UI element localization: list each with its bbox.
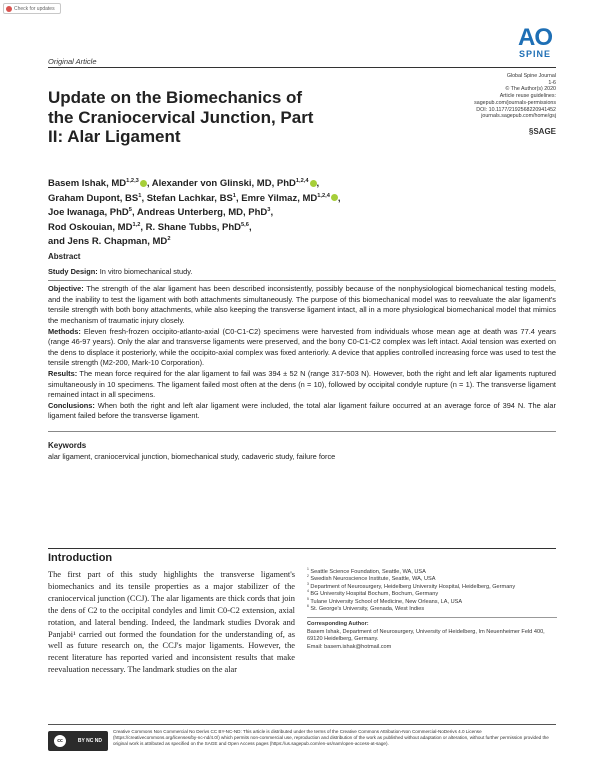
orcid-icon[interactable] — [331, 194, 338, 201]
reuse-label: Article reuse guidelines: — [499, 93, 556, 100]
logo-ao-text: AO — [518, 24, 552, 51]
check-updates-icon — [6, 6, 12, 12]
author-name: Graham Dupont, $BS^1$, — [48, 192, 147, 204]
results — [48, 369, 556, 401]
author-name: Alexander von Glinski, MD, PhD$^{1,2,4}$ , — [151, 177, 320, 189]
reuse-link[interactable]: sagepub.com/journals-permissions — [474, 99, 556, 106]
results-label: Results: — [48, 368, 78, 378]
journal-meta — [474, 73, 556, 120]
study-design — [48, 267, 556, 278]
author-name: Basem Ishak, MD$^{1,2,3}$ , — [48, 177, 152, 189]
affiliation-item: $^5$ Tulane University School of Medicine, New Orleans, LA, USA — [307, 596, 463, 605]
affiliation-list — [307, 569, 557, 613]
study-design-label: Study Design: — [48, 266, 98, 276]
results-text: The mean force required for the alar ligament to fail was 394 ± 52 N (range 317-503 N). However, both the right and left alar ligaments ruptured simultaneously in 10 specimens. The ligament failed most often at the dens (n = 10), followed by occipital condyle rupture (n = 1). The transverse ligament remained intact in all specimens. — [48, 368, 556, 400]
author-name: Joe Iwanaga, PhD$^5$, — [48, 206, 137, 218]
journal-name: Global Spine Journal — [506, 73, 556, 79]
study-design-text: In vitro biomechanical study. — [97, 266, 193, 276]
affiliation-item: $^1$ Seattle Science Foundation, Seattle, WA, USA — [307, 567, 426, 575]
author-name: R. Shane Tubbs, PhD$^{5,6}$, — [145, 221, 252, 233]
introduction-text: The first part of this study highlights the transverse ligament's biomechanics and its tensile properties as a major stabilizer of the craniocervical junction (CCJ). The alar ligaments are thick cords that join the dens of C2 to the occipital condyles and limit C0-C2 extension, axial rotation, and lateral bending. Indeed, the landmark studies Dvorak and Panjabi¹ carried out formed the foundation for the understanding of, as well as future research on, the CCJ's major ligaments. However, the recent literature has reported varied and inconsistent results that make reevaluation necessary. The landmark studies on the alar — [48, 570, 295, 675]
author-name: Andreas Unterberg, MD, PhD$^3$, — [136, 206, 274, 218]
objective — [48, 284, 556, 326]
journal-link[interactable]: journals.sagepub.com/home/gsj — [481, 113, 556, 120]
methods-label: Methods: — [48, 326, 81, 336]
introduction-heading: Introduction — [48, 552, 113, 564]
ao-spine-logo — [512, 24, 558, 59]
check-for-updates-badge[interactable] — [3, 3, 61, 14]
article-type: Original Article — [48, 57, 97, 66]
methods — [48, 327, 556, 369]
corresponding-address: Basem Ishak, Department of Neurosurgery, University of Heidelberg, Im Neuenheimer Feld 400, 69120 Heidelberg, Germany. — [307, 628, 545, 643]
check-updates-label: Check for updates — [14, 5, 55, 12]
conclusions — [48, 401, 556, 422]
author-name: Rod Oskouian, MD$^{1,2}$, — [48, 221, 146, 233]
affiliation-item: $^2$ Swedish Neuroscience Institute, Seattle, WA, USA — [307, 574, 436, 583]
footer-rule — [48, 724, 556, 725]
corresponding-email[interactable]: Email: basem.ishak@hotmail.com — [307, 643, 392, 650]
header-rule — [48, 67, 556, 68]
license-text: Creative Commons Non Commercial No Derivs CC BY-NC-ND: This article is distributed under the terms of the Creative Commons Attribution-Non Commercial-NoDerivs 4.0 License (https://creativecommons.org/licenses/by-nc-nd/4.0/) which permits non-commercial use, reproduction and distribution of the work as published without adaptation or alteration, without further permission provided the original work is attributed as specified on the SAGE and Open Access pages (https://us.sagepub.com/en-us/nam/open-access-at-sage). — [113, 729, 549, 746]
objective-text: The strength of the alar ligament has been described inconsistently, possibly because of the nonphysiological biomechanical testing models, and the inability to test the ligament with both attachments simultaneously. The purpose of this biomechanical model was to reevaluate the alar ligament's tensile strength with both bony attachments, while also keeping the transverse ligament intact, all in a more physiological biomechanical model that mimics the mechanism of traumatic injury closely. — [48, 284, 556, 325]
page-range: 1-6 — [548, 79, 556, 86]
abstract-divider — [48, 280, 556, 281]
keywords-text: alar ligament, craniocervical junction, biomechanical study, cadaveric study, failure force — [48, 451, 336, 461]
sage-logo — [529, 127, 556, 136]
article-title: Update on the Biomechanics of the Craniocervical Junction, Part II: Alar Ligament — [48, 88, 314, 146]
conclusions-text: When both the right and left alar ligament were included, the total alar ligament failure occurred at an average force of 394 N. The alar ligament failed before the transverse ligament. — [48, 400, 556, 421]
conclusions-label: Conclusions: — [48, 400, 95, 410]
abstract-heading: Abstract — [48, 252, 81, 261]
author-list — [48, 177, 428, 250]
affiliations-block — [307, 569, 557, 651]
abstract-section — [48, 252, 556, 462]
author-name: and Jens R. Chapman, $MD^2$ — [48, 235, 171, 247]
affiliation-item: $^4$ BG University Hospital Bochum, Bochum, Germany — [307, 589, 439, 598]
affiliation-item: $^3$ Department of Neurosurgery, Heidelberg University Hospital, Heidelberg, Germany — [307, 581, 516, 590]
corresponding-heading: Corresponding Author: — [307, 621, 369, 628]
author-name: Stefan Lachkar, $BS^1$, — [146, 192, 242, 204]
affiliation-divider — [307, 617, 557, 618]
methods-text: Eleven fresh-frozen occipito-atlanto-axial (C0-C1-C2) specimens were harvested from individuals whose mean age at death was 77.4 years (range 46-97 years). Only the alar and transverse ligaments were preserved, and the bony C0-C1-C2 complex was left intact. Axial tension was exerted on the dens to displace it posteriorly, while the occipito-axial complex was fixed anteriorly. A device that applies controlled increasing force was used to test the tensile strength (M2-200, Mark-10 Corporation). — [48, 326, 556, 368]
author-name: Emre Yilmaz, MD$^{1,2,4}$ , — [241, 192, 341, 204]
intro-rule — [48, 548, 556, 549]
cc-badge-text: BY NC ND — [77, 738, 102, 744]
cc-icon: cc — [54, 735, 66, 747]
logo-spine-text: SPINE — [518, 49, 551, 59]
sage-icon: § — [528, 127, 534, 136]
copyright: © The Author(s) 2020 — [505, 86, 556, 93]
affiliation-item: $^6$ St. George's University, Grenada, West Indies — [307, 604, 425, 613]
keywords-divider — [48, 431, 556, 432]
orcid-icon[interactable] — [140, 180, 147, 187]
sage-text: SAGE — [533, 127, 556, 136]
keywords-heading: Keywords — [48, 440, 87, 450]
orcid-icon[interactable] — [310, 180, 317, 187]
objective-label: Objective: — [48, 284, 84, 294]
doi-link[interactable]: DOI: 10.1177/2192568220941452 — [476, 106, 556, 113]
cc-license-badge[interactable] — [48, 731, 108, 751]
